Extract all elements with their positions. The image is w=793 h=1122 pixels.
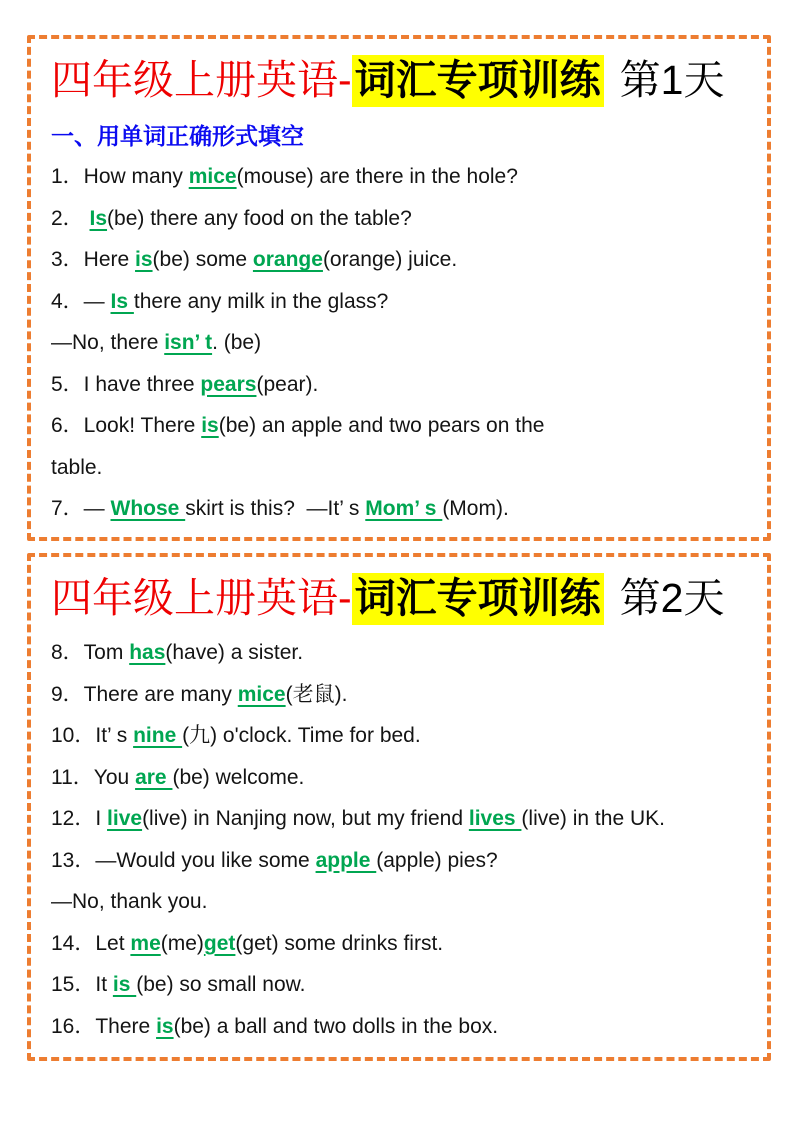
sentence-text: 7．—	[51, 497, 111, 520]
sentence-text: 12．I	[51, 807, 108, 830]
answer-word: apple	[315, 848, 377, 872]
sentence-text: —No, thank you.	[51, 890, 208, 913]
section-heading: 一、用单词正确形式填空	[51, 123, 304, 149]
sentence-text: (me)	[160, 931, 204, 955]
exercise-line	[51, 488, 747, 530]
answer-word: Is	[89, 206, 108, 230]
answer-word: orange	[252, 248, 323, 271]
answer-word: mice	[188, 165, 237, 188]
exercise-line	[51, 632, 747, 674]
exercise-line	[51, 239, 747, 281]
answer-word: nine	[133, 724, 183, 747]
exercise-line	[51, 1006, 747, 1048]
sentence-text: . (be)	[212, 331, 262, 354]
exercise-line	[51, 405, 747, 447]
sentence-text: (九) o'clock. Time for bed.	[182, 724, 421, 747]
sentence-text: 11．You	[51, 765, 136, 789]
sentence-text: (get) some drinks first.	[235, 931, 444, 955]
section-title	[51, 51, 747, 109]
exercise-line	[51, 881, 747, 923]
section-title	[51, 569, 747, 627]
exercise-lines-1	[51, 156, 747, 530]
sentence-text: (be) some	[152, 248, 253, 271]
sentence-text: (be) an apple and two pears on the	[218, 414, 545, 437]
title-grade-text: 四年级上册英语	[51, 57, 338, 103]
answer-word: me	[130, 931, 161, 955]
sentence-text: (pear).	[256, 372, 319, 396]
exercise-line	[51, 156, 747, 198]
answer-word: Mom’ s	[365, 497, 443, 520]
sentence-text: 8．Tom	[51, 641, 130, 664]
answer-word: pears	[200, 372, 257, 396]
exercise-line	[51, 674, 747, 716]
title-day-label: 第1天	[619, 57, 725, 103]
section-day-2	[27, 553, 771, 1061]
sentence-text: 6．Look! There	[51, 414, 202, 437]
sentence-text: (be) so small now.	[136, 973, 306, 996]
exercise-line	[51, 757, 747, 799]
sentence-text: skirt is this? —It’ s	[185, 497, 366, 520]
answer-word: has	[129, 641, 166, 664]
answer-word: Is	[110, 289, 134, 313]
sentence-text: (apple) pies?	[376, 848, 498, 872]
exercise-line	[51, 281, 747, 323]
answer-word: live	[107, 807, 143, 830]
sentence-text: 9．There are many	[51, 682, 238, 706]
sentence-text: (be) there any food on the table?	[107, 206, 412, 230]
answer-word: get	[203, 931, 236, 955]
sentence-text: there any milk in the glass?	[133, 289, 389, 313]
answer-word: lives	[468, 807, 522, 830]
title-highlight-text: 词汇专项训练	[352, 573, 604, 625]
sentence-text: —No, there	[51, 331, 165, 354]
title-highlight-text: 词汇专项训练	[352, 55, 604, 107]
answer-word: Whose	[110, 497, 186, 520]
answer-word: mice	[237, 682, 286, 706]
sentence-text: 3．Here	[51, 248, 136, 271]
sentence-text: table.	[51, 455, 103, 479]
sentence-text: (be) welcome.	[172, 765, 305, 789]
answer-word: are	[135, 765, 173, 789]
title-dash: -	[338, 57, 352, 103]
exercise-line	[51, 198, 747, 240]
answer-word: is	[135, 248, 153, 271]
sentence-text: 5．I have three	[51, 372, 201, 396]
answer-word: isn’ t	[164, 331, 213, 354]
sentence-text: 1．How many	[51, 165, 189, 188]
answer-word: is	[201, 414, 219, 437]
title-day-label: 第2天	[619, 575, 725, 621]
sentence-text: (have) a sister.	[165, 641, 304, 664]
answer-word: is	[156, 1014, 174, 1038]
sentence-text: 16．There	[51, 1014, 157, 1038]
sentence-text: (orange) juice.	[322, 248, 458, 271]
section-day-1	[27, 35, 771, 541]
sentence-text: 4．—	[51, 289, 111, 313]
sentence-text: 14．Let	[51, 931, 131, 955]
exercise-lines-2	[51, 632, 747, 1047]
exercise-line	[51, 447, 747, 489]
exercise-line	[51, 840, 747, 882]
exercise-line	[51, 322, 747, 364]
sentence-text: 13．—Would you like some	[51, 848, 316, 872]
title-grade-text: 四年级上册英语	[51, 575, 338, 621]
exercise-line	[51, 798, 747, 840]
exercise-line	[51, 364, 747, 406]
sentence-text: (mouse) are there in the hole?	[236, 165, 518, 188]
sentence-text: (live) in the UK.	[521, 807, 665, 830]
sentence-text: (老鼠).	[285, 682, 348, 706]
title-dash: -	[338, 575, 352, 621]
sentence-text: (be) a ball and two dolls in the box.	[173, 1014, 499, 1038]
exercise-line	[51, 923, 747, 965]
sentence-text: (live) in Nanjing now, but my friend	[142, 807, 469, 830]
answer-word: is	[112, 973, 137, 996]
exercise-line	[51, 964, 747, 1006]
sentence-text: (Mom).	[442, 497, 509, 520]
exercise-line	[51, 715, 747, 757]
sentence-text: 2．	[51, 206, 90, 230]
sentence-text: 15．It	[51, 973, 113, 996]
sentence-text: 10．It’ s	[51, 724, 134, 747]
